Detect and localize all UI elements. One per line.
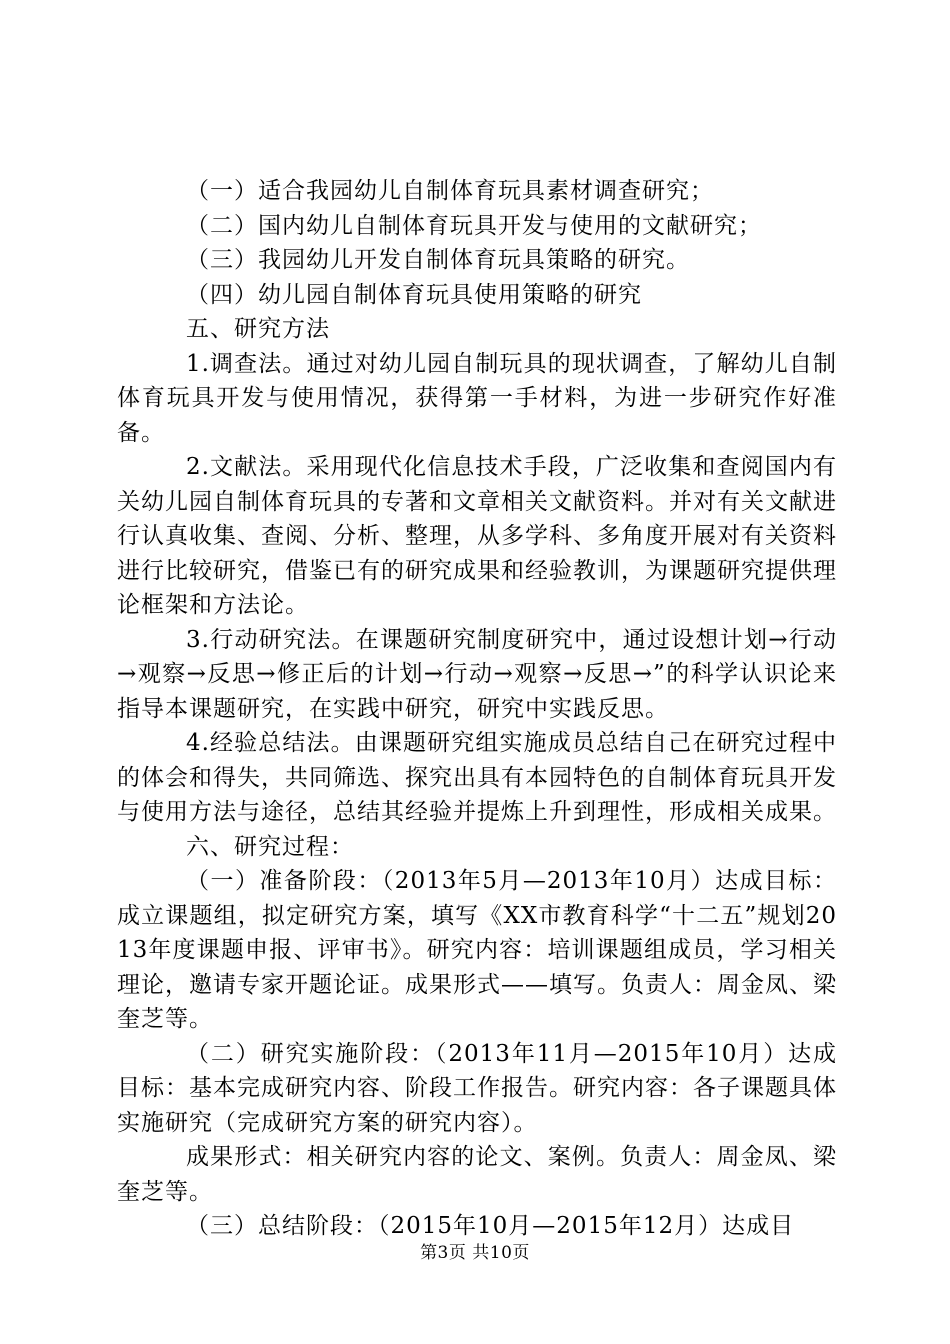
paragraph-research-item-3: （三）我园幼儿开发自制体育玩具策略的研究。 <box>186 247 690 273</box>
document-body <box>117 174 837 1244</box>
paragraph-research-item-2: （二）国内幼儿自制体育玩具开发与使用的文献研究； <box>186 212 762 239</box>
section-heading-research-methods: 五、研究方法 <box>186 316 330 342</box>
page-number-footer: 第3页 共10页 <box>420 1243 530 1263</box>
paragraph-stage-implementation: （二）研究实施阶段：（2013年11月—2015年10月）达成目标：基本完成研究内容、阶段工作报告。研究内容：各子课题具体实施研究（完成研究方案的研究内容）。 <box>117 1040 837 1136</box>
paragraph-method-experience-summary: 4.经验总结法。由课题研究组实施成员总结自己在研究过程中的体会和得失，共同筛选、探究出具有本园特色的自制体育玩具开发与使用方法与途径，总结其经验并提炼上升到理性，形成相关成果。 <box>117 730 837 825</box>
paragraph-stage-preparation: （一）准备阶段：（2013年5月—2013年10月）达成目标：成立课题组，拟定研究方案，填写《XX市教育科学“十二五”规划2013年度课题申报、评审书》。研究内容：培训课题组成员，学习相关理论，邀请专家开题论证。成果形式——填写。负责人：周金凤、梁奎芝等。 <box>117 868 837 1032</box>
paragraph-stage-implementation-results: 成果形式：相关研究内容的论文、案例。负责人：周金凤、梁奎芝等。 <box>117 1144 837 1205</box>
paragraph-research-item-1: （一）适合我园幼儿自制体育玩具素材调查研究； <box>186 178 714 204</box>
paragraph-method-survey: 1.调查法。通过对幼儿园自制玩具的现状调查，了解幼儿自制体育玩具开发与使用情况，获得第一手材料，为进一步研究作好准备。 <box>117 350 837 446</box>
section-heading-research-process: 六、研究过程： <box>186 833 354 860</box>
paragraph-method-literature: 2.文献法。采用现代化信息技术手段，广泛收集和查阅国内有关幼儿园自制体育玩具的专著和文章相关文献资料。并对有关文献进行认真收集、查阅、分析、整理，从多学科、多角度开展对有关资料进行比较研究，借鉴已有的研究成果和经验教训，为课题研究提供理论框架和方法论。 <box>117 454 837 618</box>
paragraph-method-action-research: 3.行动研究法。在课题研究制度研究中，通过设想计划→行动→观察→反思→修正后的计划→行动→观察→反思→”的科学认识论来指导本课题研究，在实践中研究，研究中实践反思。 <box>117 626 837 722</box>
paragraph-stage-summary: （三）总结阶段：（2015年10月—2015年12月）达成目 <box>186 1213 795 1239</box>
paragraph-research-item-4: （四）幼儿园自制体育玩具使用策略的研究 <box>186 281 642 308</box>
